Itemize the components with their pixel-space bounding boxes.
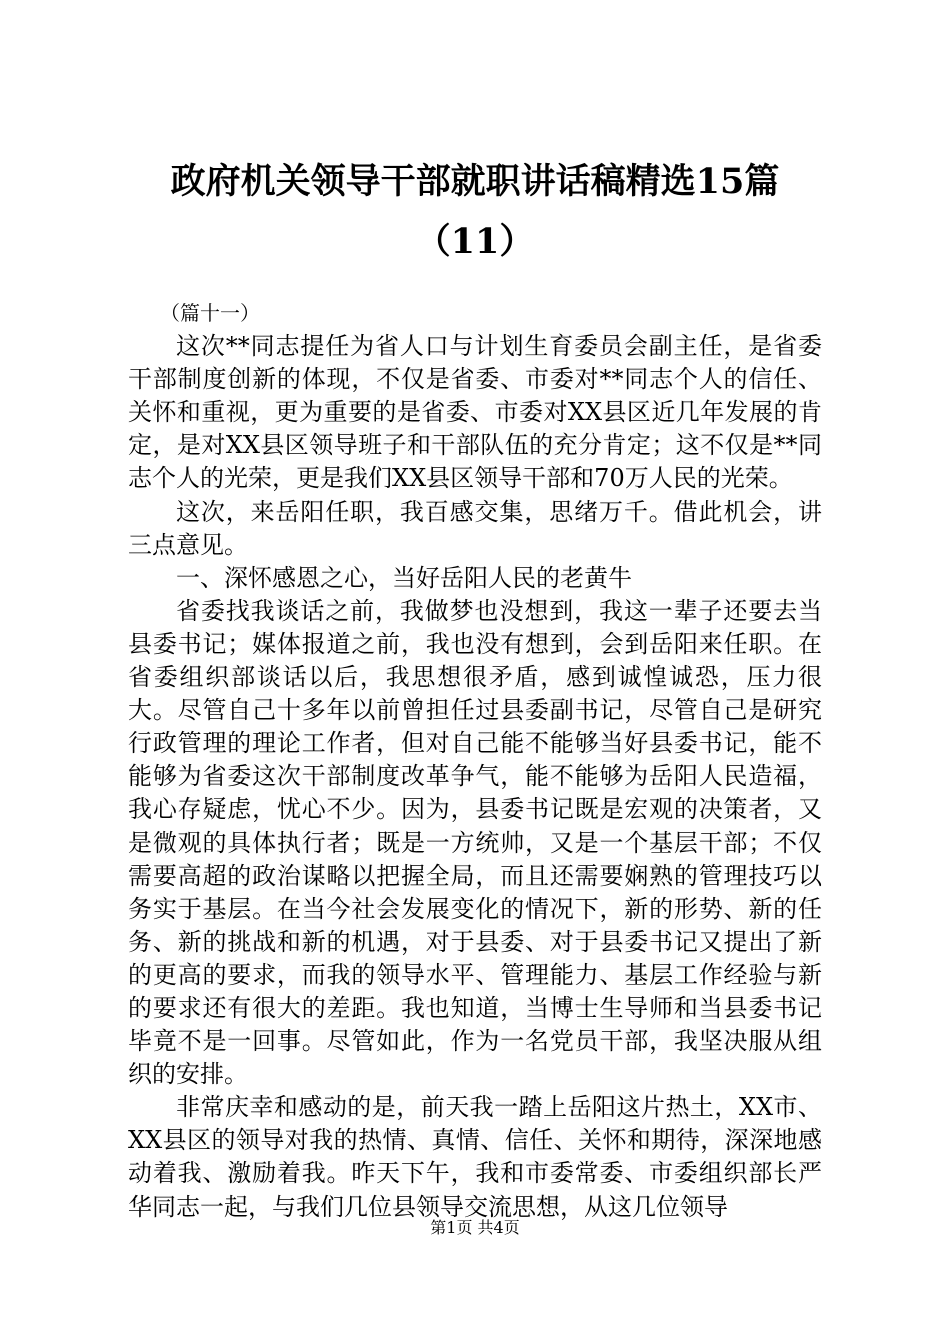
paragraph: 省委找我谈话之前，我做梦也没想到，我这一辈子还要去当县委书记；媒体报道之前，我也没有想到，会到岳阳来任职。在省委组织部谈话以后，我思想很矛盾，感到诚惶诚恐，压力很大。尽管自己十多年以前曾担任过县委副书记，尽管自己是研究行政管理的理论工作者，但对自己能不能够当好县委书记，能不能够为省委这次干部制度改革争气，能不能够为岳阳人民造福，我心存疑虑，忧心不少。因为，县委书记既是宏观的决策者，又是微观的具体执行者；既是一方统帅，又是一个基层干部；不仅需要高超的政治谋略以把握全局，而且还需要娴熟的管理技巧以务实于基层。在当今社会发展变化的情况下，新的形势、新的任务、新的挑战和新的机遇，对于县委、对于县委书记又提出了新的更高的要求，而我的领导水平、管理能力、基层工作经验与新的要求还有很大的差距。我也知道，当博士生导师和当县委书记毕竟不是一回事。尽管如此，作为一名党员干部，我坚决服从组织的安排。 bbox=[128, 596, 822, 1089]
paragraph: 这次**同志提任为省人口与计划生育委员会副主任，是省委干部制度创新的体现，不仅是省委、市委对**同志个人的信任、关怀和重视，更为重要的是省委、市委对XX县区近几年发展的肯定，是对XX县区领导班子和干部队伍的充分肯定；这不仅是**同志个人的光荣，更是我们XX县区领导干部和70万人民的光荣。 bbox=[128, 332, 822, 493]
document-title-line1: 政府机关领导干部就职讲话稿精选15篇 bbox=[170, 161, 780, 202]
section-label: （篇十一） bbox=[160, 301, 260, 325]
document-body bbox=[128, 297, 822, 1224]
paragraph: 这次，来岳阳任职，我百感交集，思绪万千。借此机会，讲三点意见。 bbox=[128, 497, 822, 559]
section-heading: 一、深怀感恩之心，当好岳阳人民的老黄牛 bbox=[176, 563, 632, 592]
document-title-line2: （11） bbox=[415, 221, 535, 262]
page-footer: 第1页 共4页 bbox=[430, 1218, 520, 1237]
paragraph: 非常庆幸和感动的是，前天我一踏上岳阳这片热土，XX市、XX县区的领导对我的热情、真情、信任、关怀和期待，深深地感动着我、激励着我。昨天下午，我和市委常委、市委组织部长严华同志一起，与我们几位县领导交流思想，从这几位领导 bbox=[128, 1093, 822, 1221]
